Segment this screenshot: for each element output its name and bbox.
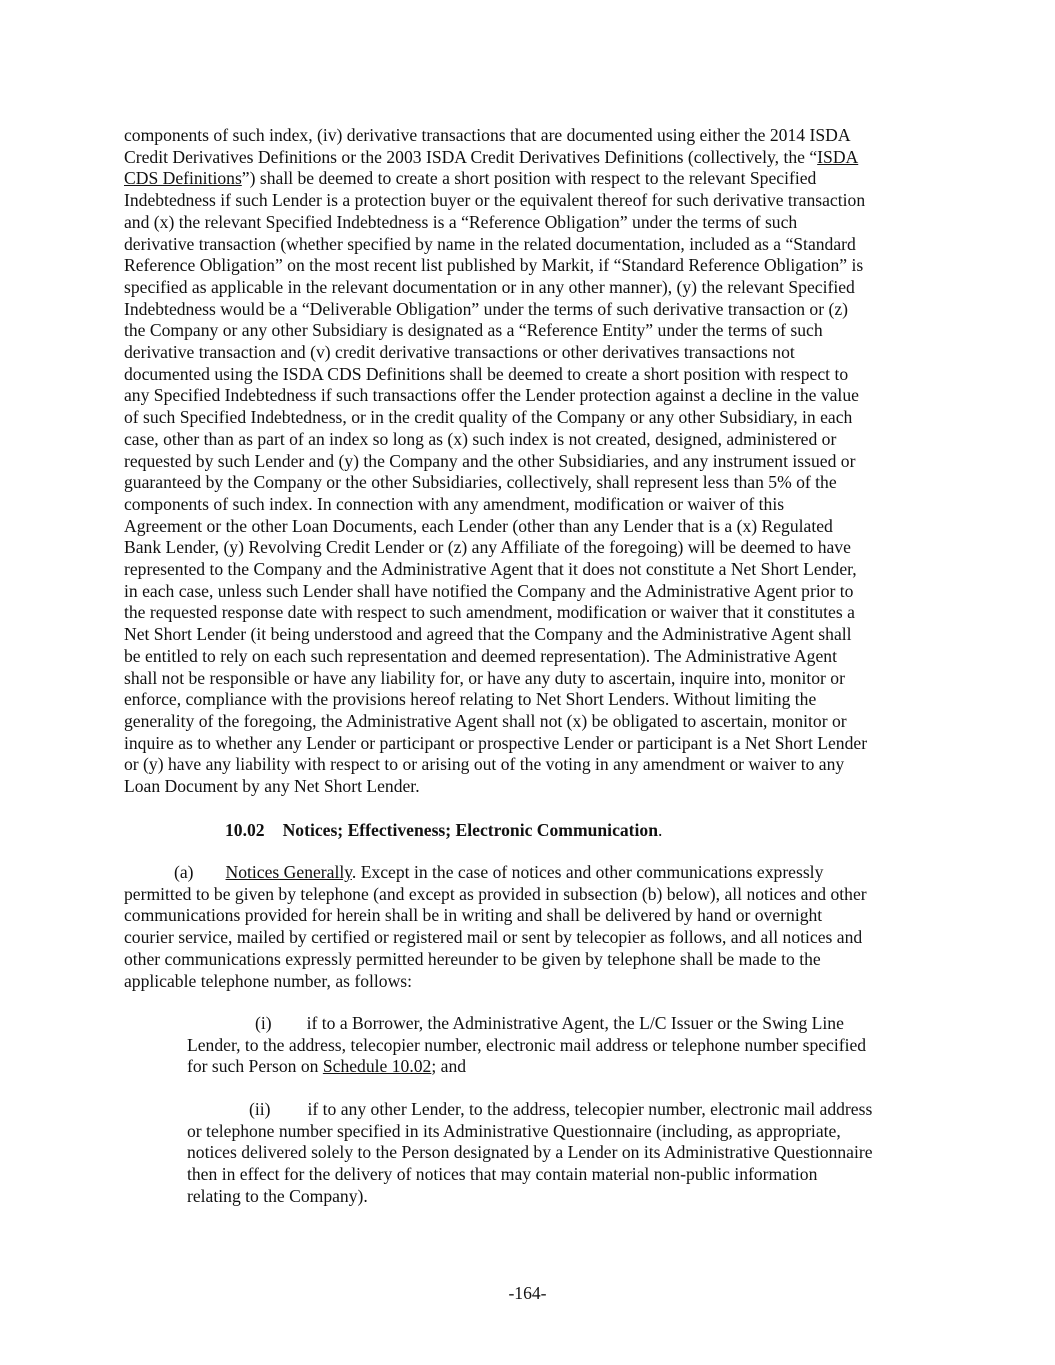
clause-i: [187, 1013, 933, 1078]
section-heading: [225, 820, 662, 842]
clause-tail: ; and: [431, 1056, 467, 1077]
body-paragraph: [124, 125, 932, 798]
page-number: -164-: [508, 1283, 547, 1303]
section-title: Notices; Effectiveness; Electronic Communication: [282, 820, 659, 840]
defined-term-isda-cds-definitions: ISDA CDS Definitions: [124, 146, 859, 189]
clause-text: if to a Borrower, the Administrative Agent, the L/C Issuer or the Swing Line Lender, to the address, telecopier number, electronic mail address or telephone number specified for such Person on: [187, 1013, 867, 1077]
clause-ii: [187, 1099, 933, 1208]
subsection-label: (a): [174, 862, 194, 882]
clause-label: (ii): [249, 1099, 271, 1119]
subsection-a: [124, 862, 932, 992]
subsection-body: . Except in the case of notices and other communications expressly permitted to be given by telephone (and except as provided in subsection (b) below), all notices and other communications provided for herein shall be in writing and shall be delivered by hand or overnight courier service, mailed by certified or registered mail or sent by telecopier as follows, and all notices and other communications expressly permitted hereunder to be given by telephone shall be made to the applicable telephone number, as follows:: [124, 862, 867, 991]
section-number: 10.02: [225, 820, 265, 840]
subsection-caption: Notices Generally: [225, 862, 352, 882]
paragraph-text: components of such index, (iv) derivative transactions that are documented using either the 2014 ISDA Credit Derivatives Definitions or the 2003 ISDA Credit Derivatives Definitions (collectively, the “: [124, 125, 851, 167]
schedule-reference: Schedule 10.02: [322, 1056, 432, 1077]
clause-text: if to any other Lender, to the address, telecopier number, electronic mail address or telephone number specified in its Administrative Questionnaire (including, as appropriate, notices delivered solely to the Person designated by a Lender on its Administrative Questionnaire then in effect for the delivery of notices that may contain material non-public information relating to the Company).: [187, 1099, 873, 1206]
section-heading-period: .: [658, 820, 663, 840]
paragraph-text: ”) shall be deemed to create a short position with respect to the relevant Specified Indebtedness if such Lender is a protection buyer or the equivalent thereof for such derivative transaction and (x) the relevant Specified Indebtedness is a “Reference Obligation” under the terms of such derivative transaction (whether specified by name in the related documentation, included as a “Standard Reference Obligation” on the most recent list published by Markit, if “Standard Reference Obligation” is specified as applicable in the relevant documentation or in any other manner), (y) the relevant Specified Indebtedness would be a “Deliverable Obligation” under the terms of such derivative transaction or (z) the Company or any other Subsidiary is designated as a “Reference Entity” under the terms of such derivative transaction and (v) credit derivative transactions or other derivatives transactions not documented using the ISDA CDS Definitions shall be deemed to create a short position with respect to any Specified Indebtedness if such transactions offer the Lender protection against a decline in the value of such Specified Indebtedness, or in the credit quality of the Company or any other Subsidiary, in each case, other than as part of an index so long as (x) such index is not created, designed, administered or requested by such Lender and (y) the Company and the other Subsidiaries, and any instrument issued or guaranteed by the Company or the other Subsidiaries, collectively, shall represent less than 5% of the components of such index. In connection with any amendment, modification or waiver of this Agreement or the other Loan Documents, each Lender (other than any Lender that is a (x) Regulated Bank Lender, (y) Revolving Credit Lender or (z) any Affiliate of the foregoing) will be deemed to have represented to the Company and the Administrative Agent that it does not constitute a Net Short Lender, in each case, unless such Lender shall have notified the Company and the Administrative Agent prior to the requested response date with respect to such amendment, modification or waiver that it constitutes a Net Short Lender (it being understood and agreed that the Company and the Administrative Agent shall be entitled to rely on each such representation and deemed representation). The Administrative Agent shall not be responsible or have any liability for, or have any duty to ascertain, inquire into, monitor or enforce, compliance with the provisions hereof relating to Net Short Lenders. Without limiting the generality of the foregoing, the Administrative Agent shall not (x) be obligated to ascertain, monitor or inquire as to whether any Lender or participant or prospective Lender or participant is a Net Short Lender or (y) have any liability with respect to or arising out of the voting in any amendment or waiver to any Loan Document by any Net Short Lender.: [124, 168, 868, 797]
clause-label: (i): [255, 1013, 272, 1033]
